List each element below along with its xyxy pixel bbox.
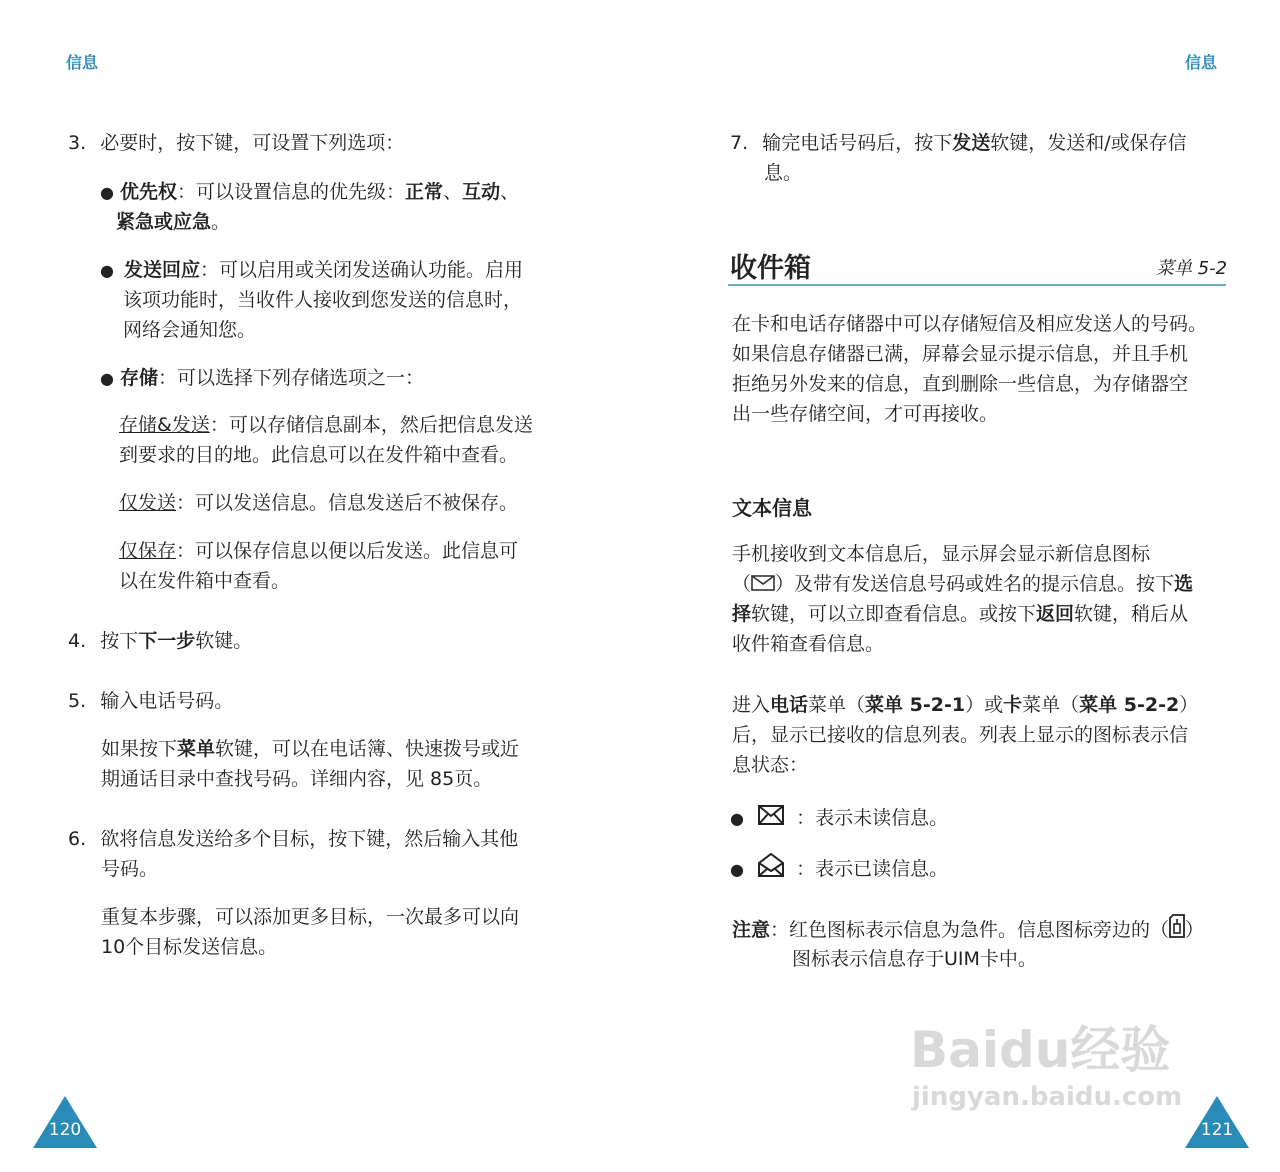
step-5-para-line2: 期通话目录中查找号码。详细内容，见 85页。 [101, 768, 493, 790]
store-send-line2: 到要求的目的地。此信息可以在发件箱中查看。 [119, 444, 519, 466]
read-legend: ● ：表示已读信息。 [730, 853, 948, 886]
note-line-1: 注意：红色图标表示信息为急件。信息图标旁边的（ ） [732, 914, 1204, 947]
step-7-line2: 息。 [764, 162, 803, 184]
intro-line-1: 在卡和电话存储器中可以存储短信及相应发送人的号码。 [732, 313, 1208, 335]
section-title: 收件箱 [730, 253, 811, 284]
left-page-header: 信息 [66, 53, 99, 72]
step-6: 6. 欲将信息发送给多个目标，按下键，然后输入其他 [68, 828, 519, 850]
save-only: 仅保存：可以保存信息以便以后发送。此信息可 [119, 540, 519, 562]
step-4: 4. 按下下一步软键。 [68, 630, 253, 652]
save-only-line2: 以在发件箱中查看。 [119, 570, 291, 592]
option-label: 存储 [120, 367, 159, 389]
option-reply-line3: 网络会通知您。 [123, 319, 257, 341]
step-3 [68, 128, 404, 158]
option-priority: ● 优先权：可以设置信息的优先级：正常、互动、 [100, 181, 520, 203]
step-6-para-line2: 10个目标发送信息。 [101, 936, 278, 958]
subsection-title: 文本信息 [732, 496, 812, 520]
step-6-para: 重复本步骤，可以添加更多目标，一次最多可以向 [101, 906, 520, 928]
right-page-header: 信息 [1185, 53, 1218, 72]
option-reply: ● 发送回应：可以启用或关闭发送确认功能。启用 [100, 259, 524, 281]
option-reply-line2: 该项功能时，当收件人接收到您发送的信息时， [123, 289, 523, 311]
text-info-line-1: 手机接收到文本信息后，显示屏会显示新信息图标 [732, 543, 1151, 565]
watermark-url: jingyan.baidu.com [912, 1082, 1183, 1112]
new-message-icon [751, 570, 775, 600]
watermark-brand: Baidu经验 [910, 1021, 1171, 1079]
option-priority-line2: 紧急或应急。 [116, 211, 231, 233]
intro-line-4: 出一些存储空间，才可再接收。 [732, 403, 999, 425]
unread-legend: ● ：表示未读信息。 [730, 803, 948, 834]
section-divider [728, 284, 1226, 286]
option-store: ● 存储：可以选择下列存储选项之一： [100, 367, 425, 389]
list-para-line-1: 进入电话菜单（菜单 5-2-1）或卡菜单（菜单 5-2-2） [732, 694, 1199, 716]
send-only: 仅发送：可以发送信息。信息发送后不被保存。 [119, 492, 519, 514]
step-number: 3. [68, 132, 87, 154]
text-info-line-2: （ ）及带有发送信息号码或姓名的提示信息。按下选 [732, 569, 1193, 600]
page-number-left: 120 [48, 1120, 82, 1140]
page-number-right: 121 [1200, 1120, 1234, 1140]
step-5: 5. 输入电话号码。 [68, 690, 234, 712]
option-label: 优先权 [120, 181, 178, 203]
list-para-line-2: 后，显示已接收的信息列表。列表上显示的图标表示信 [732, 724, 1189, 746]
store-send: 存储&发送：可以存储信息副本，然后把信息发送 [119, 414, 533, 436]
step-text: 必要时，按下键，可设置下列选项： [100, 132, 405, 154]
list-para-line-3: 息状态： [732, 754, 809, 776]
text-info-line-3: 择软键，可以立即查看信息。或按下返回软键，稍后从 [732, 603, 1189, 625]
menu-reference: 菜单 5-2 [1156, 258, 1228, 279]
uim-card-icon [1169, 914, 1185, 947]
intro-line-2: 如果信息存储器已满，屏幕会显示提示信息，并且手机 [732, 343, 1189, 365]
step-6-line2: 号码。 [101, 858, 159, 880]
option-label: 发送回应 [124, 259, 201, 281]
unread-message-icon [758, 804, 784, 834]
step-5-para: 如果按下菜单软键，可以在电话簿、快速拨号或近 [101, 738, 520, 760]
intro-line-3: 拒绝另外发来的信息，直到删除一些信息，为存储器空 [732, 373, 1189, 395]
step-7: 7. 输完电话号码后，按下发送软键，发送和/或保存信 [730, 132, 1187, 154]
read-message-icon [758, 853, 784, 886]
note-line-2: 图标表示信息存于UIM卡中。 [792, 948, 1037, 970]
text-info-line-4: 收件箱查看信息。 [732, 633, 885, 655]
